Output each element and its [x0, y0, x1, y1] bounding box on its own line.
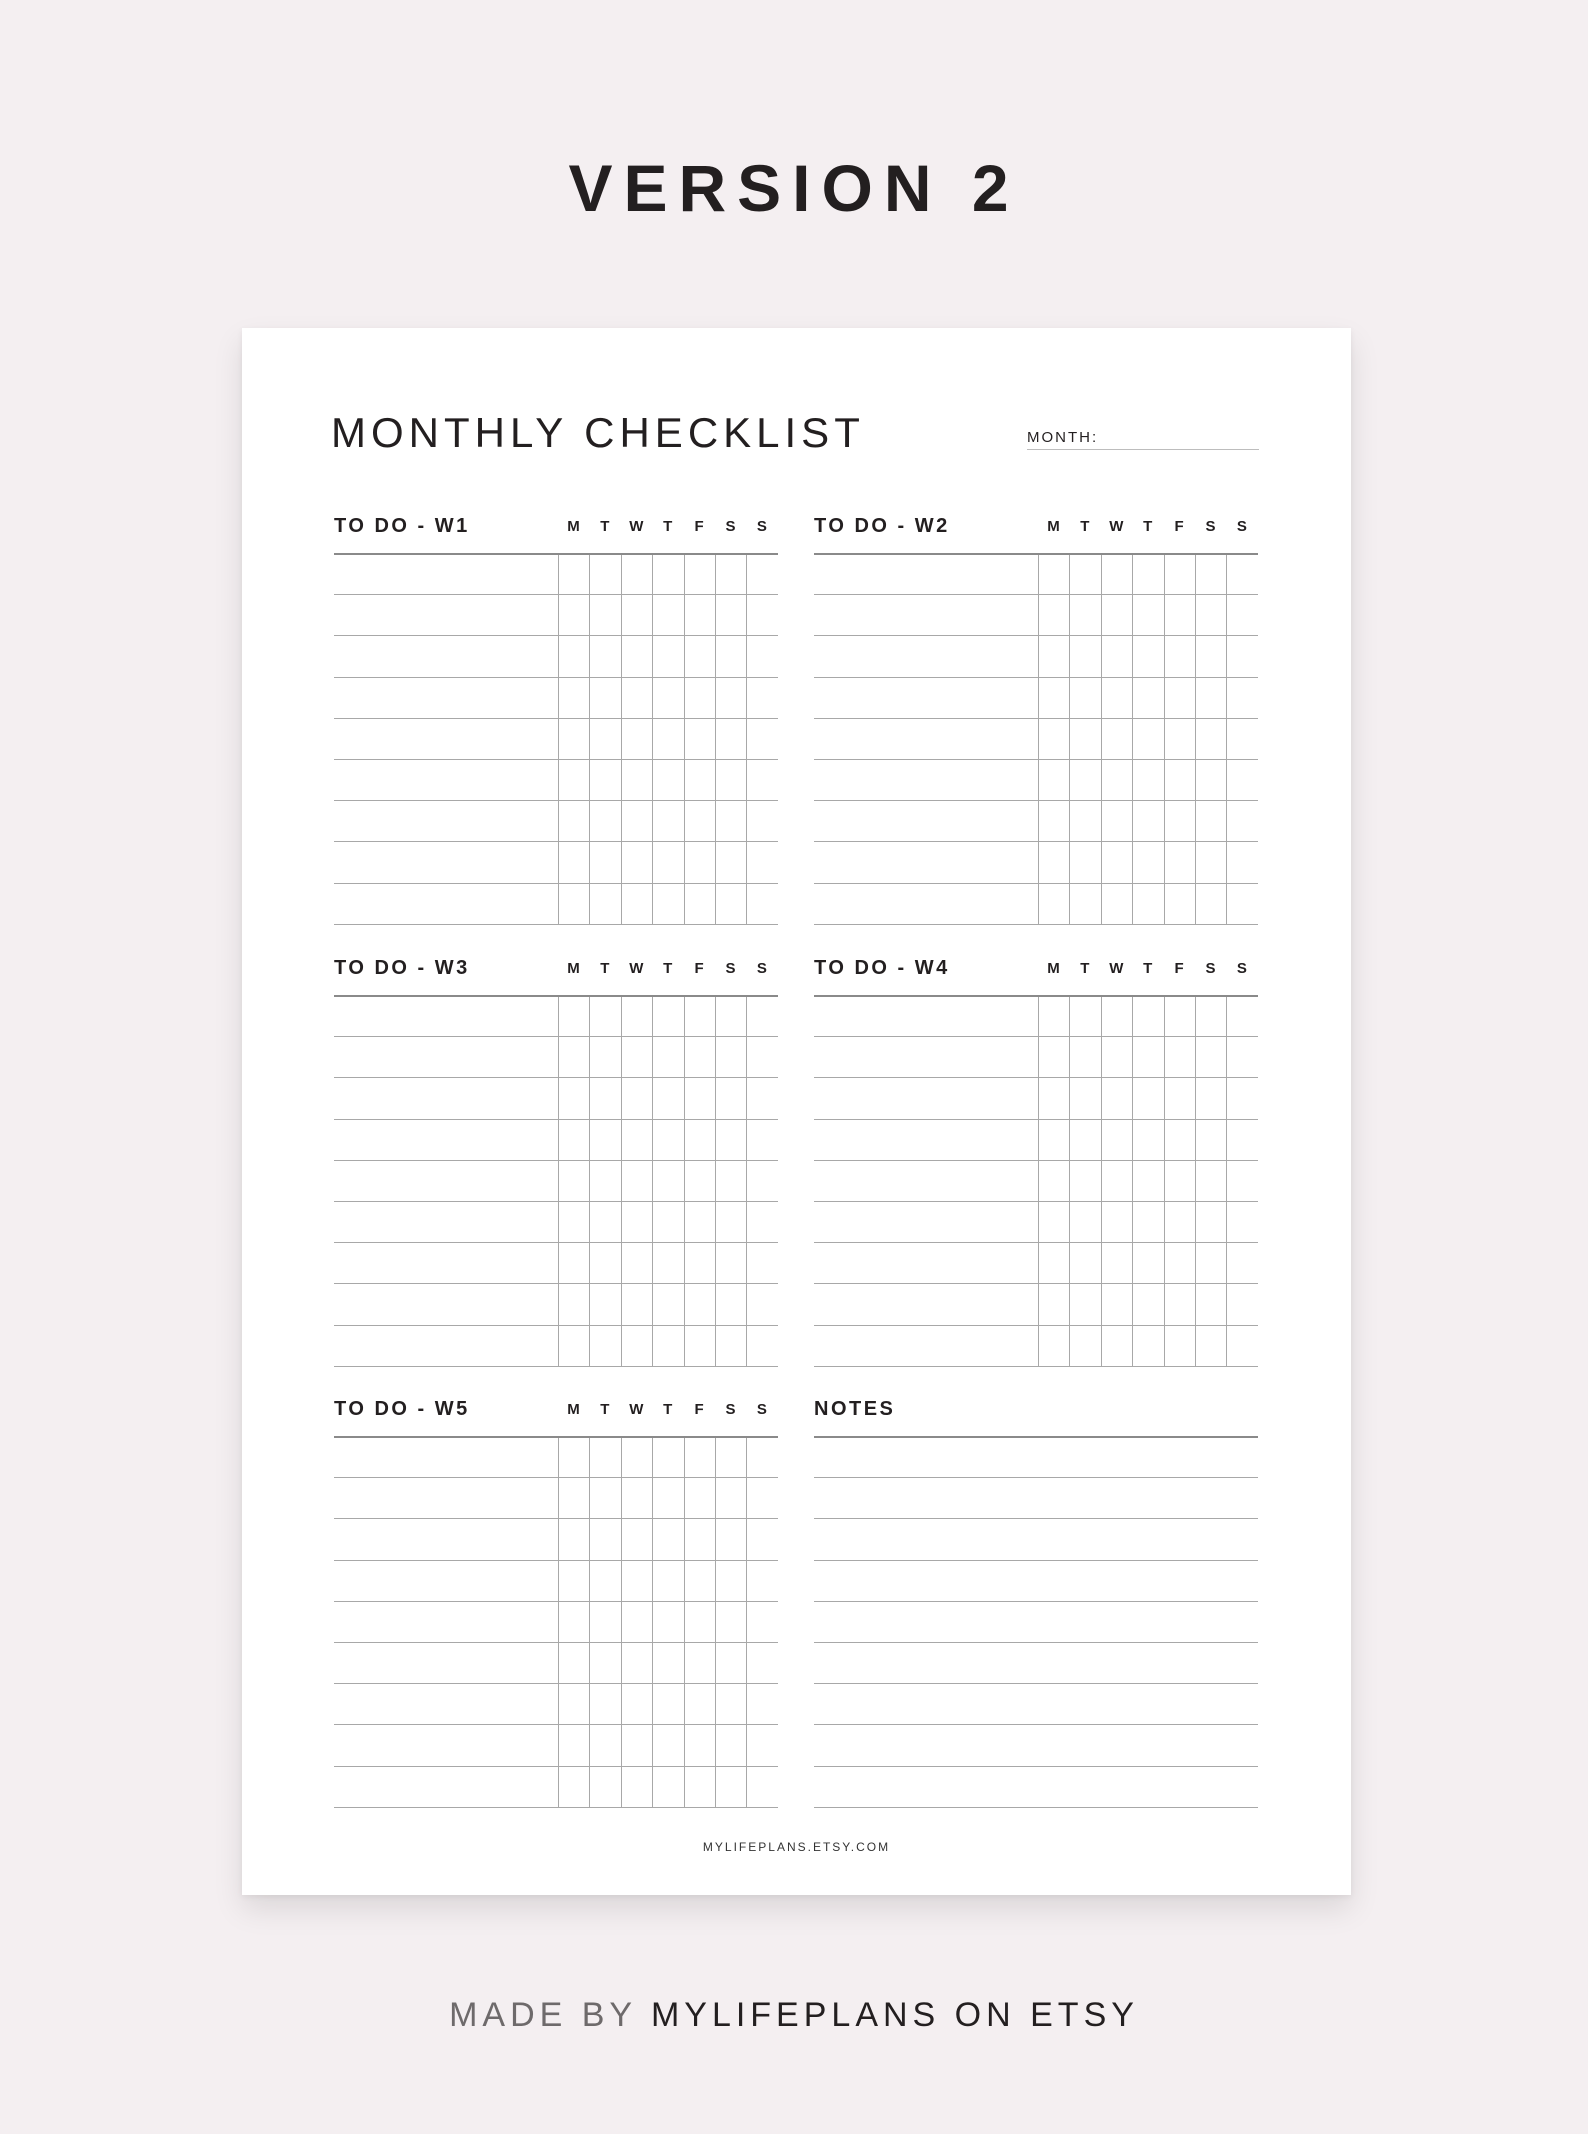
- task-row-line[interactable]: [334, 1724, 778, 1725]
- week-4-block: [814, 952, 1258, 1378]
- task-row-line[interactable]: [814, 841, 1258, 842]
- day-column-divider: [1069, 995, 1070, 1366]
- day-column-divider: [715, 995, 716, 1366]
- day-header: T: [600, 1401, 610, 1418]
- note-line: [814, 1477, 1258, 1478]
- page-heading: VERSION 2: [568, 151, 1020, 225]
- task-row-line[interactable]: [334, 635, 778, 636]
- day-column-divider: [621, 553, 622, 924]
- note-line: [814, 1724, 1258, 1725]
- day-column-divider: [652, 995, 653, 1366]
- day-header: T: [663, 518, 673, 535]
- day-column-divider: [589, 995, 590, 1366]
- task-row-line[interactable]: [814, 677, 1258, 678]
- notes-title: NOTES: [814, 1398, 896, 1420]
- day-header: T: [600, 960, 610, 977]
- day-column-divider: [746, 553, 747, 924]
- day-header: M: [567, 960, 580, 977]
- day-header: T: [663, 1401, 673, 1418]
- day-header: S: [756, 518, 767, 535]
- week-3-title: TO DO - W3: [334, 957, 470, 979]
- task-row-line[interactable]: [334, 1477, 778, 1478]
- task-row-line[interactable]: [334, 1077, 778, 1078]
- day-header: F: [694, 518, 704, 535]
- task-row-line[interactable]: [334, 1366, 778, 1367]
- notes-block: [814, 1393, 1258, 1819]
- week-2-block: [814, 510, 1258, 936]
- month-label: MONTH:: [1027, 429, 1099, 446]
- task-row-line[interactable]: [334, 1807, 778, 1808]
- day-header: T: [600, 518, 610, 535]
- day-column-divider: [1164, 995, 1165, 1366]
- day-header: W: [629, 1401, 644, 1418]
- day-column-divider: [1164, 553, 1165, 924]
- task-row-line[interactable]: [334, 1036, 778, 1037]
- task-row-line[interactable]: [814, 1077, 1258, 1078]
- day-header: W: [1109, 960, 1124, 977]
- day-column-divider: [1038, 995, 1039, 1366]
- task-row-line[interactable]: [814, 1160, 1258, 1161]
- task-row-line[interactable]: [814, 924, 1258, 925]
- task-row-line[interactable]: [334, 1642, 778, 1643]
- day-header: W: [629, 518, 644, 535]
- task-row-line[interactable]: [814, 1242, 1258, 1243]
- day-header: F: [1174, 960, 1184, 977]
- day-column-divider: [621, 1436, 622, 1807]
- day-column-divider: [684, 995, 685, 1366]
- day-header: T: [1080, 518, 1090, 535]
- day-header: W: [629, 960, 644, 977]
- day-header: T: [1143, 518, 1153, 535]
- task-row-line[interactable]: [334, 883, 778, 884]
- planner-sheet: [242, 328, 1351, 1895]
- day-column-divider: [1195, 553, 1196, 924]
- task-row-line[interactable]: [334, 1325, 778, 1326]
- day-column-divider: [1226, 553, 1227, 924]
- day-header: T: [663, 960, 673, 977]
- week-1-block: [334, 510, 778, 936]
- day-header: S: [756, 960, 767, 977]
- day-column-divider: [684, 553, 685, 924]
- day-column-divider: [684, 1436, 685, 1807]
- task-row-line: [334, 553, 778, 555]
- day-column-divider: [1132, 553, 1133, 924]
- task-row-line[interactable]: [334, 1242, 778, 1243]
- day-column-divider: [1132, 995, 1133, 1366]
- day-column-divider: [652, 553, 653, 924]
- task-row-line[interactable]: [334, 1119, 778, 1120]
- note-line: [814, 1642, 1258, 1643]
- day-header: M: [567, 1401, 580, 1418]
- made-by-prefix: MADE BY: [449, 1996, 637, 2034]
- day-header: T: [1143, 960, 1153, 977]
- day-header: S: [756, 1401, 767, 1418]
- task-row-line[interactable]: [334, 841, 778, 842]
- task-row-line[interactable]: [334, 594, 778, 595]
- task-row-line[interactable]: [334, 1518, 778, 1519]
- week-3-block: [334, 952, 778, 1378]
- day-column-divider: [1226, 995, 1227, 1366]
- day-header: S: [1205, 960, 1216, 977]
- task-row-line[interactable]: [334, 1160, 778, 1161]
- task-row-line[interactable]: [814, 1201, 1258, 1202]
- day-column-divider: [558, 995, 559, 1366]
- day-column-divider: [746, 1436, 747, 1807]
- task-row-line: [334, 1436, 778, 1438]
- task-row-line[interactable]: [814, 718, 1258, 719]
- note-line: [814, 1807, 1258, 1808]
- day-header: S: [725, 1401, 736, 1418]
- week-5-block: [334, 1393, 778, 1819]
- task-row-line[interactable]: [334, 677, 778, 678]
- note-line: [814, 1683, 1258, 1684]
- task-row-line[interactable]: [814, 1283, 1258, 1284]
- made-by-caption: [0, 1993, 1588, 2037]
- task-row-line[interactable]: [334, 1201, 778, 1202]
- task-row-line[interactable]: [814, 1036, 1258, 1037]
- day-header: F: [694, 1401, 704, 1418]
- day-header: M: [1047, 518, 1060, 535]
- day-column-divider: [715, 1436, 716, 1807]
- day-column-divider: [1195, 995, 1196, 1366]
- task-row-line[interactable]: [334, 924, 778, 925]
- task-row-line[interactable]: [814, 1119, 1258, 1120]
- day-column-divider: [1101, 995, 1102, 1366]
- day-header: F: [1174, 518, 1184, 535]
- task-row-line[interactable]: [814, 635, 1258, 636]
- day-header: F: [694, 960, 704, 977]
- task-row-line[interactable]: [334, 800, 778, 801]
- week-1-title: TO DO - W1: [334, 515, 470, 537]
- task-row-line[interactable]: [334, 1683, 778, 1684]
- day-header: S: [1205, 518, 1216, 535]
- note-line: [814, 1560, 1258, 1561]
- task-row-line[interactable]: [814, 800, 1258, 801]
- day-column-divider: [621, 995, 622, 1366]
- task-row-line: [814, 553, 1258, 555]
- week-2-title: TO DO - W2: [814, 515, 950, 537]
- month-field-line: [1027, 449, 1259, 450]
- note-line: [814, 1436, 1258, 1438]
- note-line: [814, 1766, 1258, 1767]
- footer-url: MYLIFEPLANS.ETSY.COM: [702, 1840, 891, 1854]
- day-header: T: [1080, 960, 1090, 977]
- day-header: S: [1236, 518, 1247, 535]
- task-row-line[interactable]: [814, 1325, 1258, 1326]
- task-row-line[interactable]: [334, 1283, 778, 1284]
- task-row-line[interactable]: [334, 1560, 778, 1561]
- task-row-line[interactable]: [814, 883, 1258, 884]
- day-header: M: [567, 518, 580, 535]
- day-column-divider: [746, 995, 747, 1366]
- task-row-line[interactable]: [334, 759, 778, 760]
- day-header: W: [1109, 518, 1124, 535]
- day-column-divider: [589, 553, 590, 924]
- task-row-line[interactable]: [334, 718, 778, 719]
- day-column-divider: [558, 1436, 559, 1807]
- day-column-divider: [589, 1436, 590, 1807]
- week-5-title: TO DO - W5: [334, 1398, 470, 1420]
- note-line: [814, 1601, 1258, 1602]
- day-column-divider: [715, 553, 716, 924]
- day-column-divider: [1069, 553, 1070, 924]
- task-row-line[interactable]: [814, 594, 1258, 595]
- day-header: S: [725, 960, 736, 977]
- task-row-line[interactable]: [334, 1601, 778, 1602]
- day-header: S: [725, 518, 736, 535]
- day-column-divider: [1101, 553, 1102, 924]
- day-header: M: [1047, 960, 1060, 977]
- made-by-brand: MYLIFEPLANS ON ETSY: [650, 1996, 1139, 2034]
- task-row-line[interactable]: [814, 759, 1258, 760]
- day-column-divider: [558, 553, 559, 924]
- task-row-line[interactable]: [814, 1366, 1258, 1367]
- task-row-line[interactable]: [334, 1766, 778, 1767]
- sheet-title: MONTHLY CHECKLIST: [331, 409, 865, 456]
- day-header: S: [1236, 960, 1247, 977]
- task-row-line: [334, 995, 778, 997]
- task-row-line: [814, 995, 1258, 997]
- day-column-divider: [652, 1436, 653, 1807]
- note-line: [814, 1518, 1258, 1519]
- week-4-title: TO DO - W4: [814, 957, 950, 979]
- day-column-divider: [1038, 553, 1039, 924]
